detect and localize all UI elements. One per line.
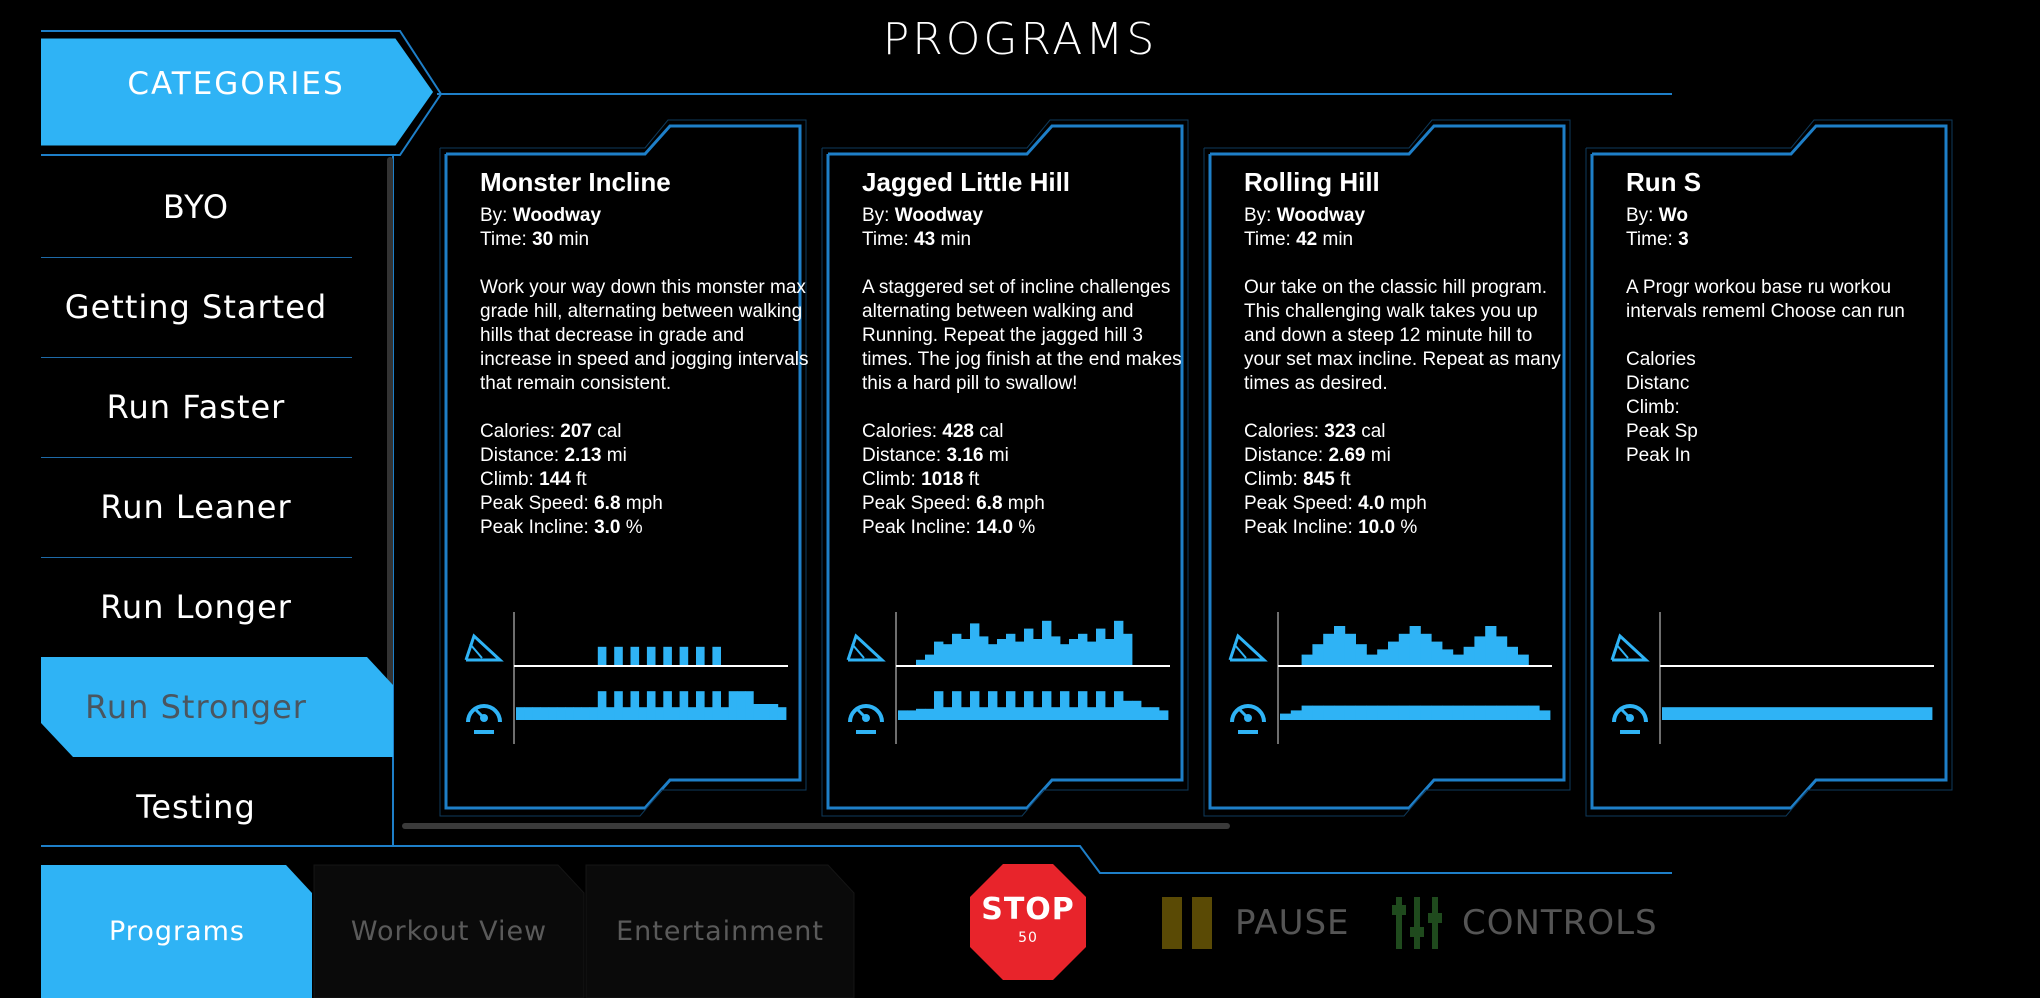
stat-label: Peak Incline: bbox=[1244, 517, 1359, 538]
time-label: Time: bbox=[480, 229, 533, 250]
stat-label: Climb: bbox=[862, 469, 922, 490]
author: Woodway bbox=[894, 205, 984, 226]
by-label: By: bbox=[480, 205, 513, 226]
by-label: By: bbox=[1244, 205, 1277, 226]
stop-button[interactable] bbox=[968, 862, 1088, 982]
category-run-stronger[interactable]: Run Stronger bbox=[85, 688, 307, 726]
stop-sub-label: 50 bbox=[1018, 930, 1038, 946]
stat-value: 845 bbox=[1303, 469, 1335, 490]
category-run-faster[interactable]: Run Faster bbox=[106, 388, 286, 426]
stat-value: 2.69 bbox=[1328, 445, 1366, 466]
page-title: PROGRAMS bbox=[882, 14, 1158, 65]
tab-workout-view[interactable]: Workout View bbox=[350, 916, 548, 947]
by-label: By: bbox=[1626, 205, 1659, 226]
time-unit: min bbox=[935, 229, 972, 250]
stat-value: 14.0 bbox=[976, 517, 1014, 538]
stat-unit: mph bbox=[620, 493, 663, 514]
time-label: Time: bbox=[1626, 229, 1679, 250]
stat-unit: ft bbox=[1334, 469, 1351, 490]
stat-value: 6.8 bbox=[976, 493, 1003, 514]
stat-value: 3.16 bbox=[946, 445, 984, 466]
author: Woodway bbox=[512, 205, 602, 226]
stat-label: Peak Incline: bbox=[480, 517, 595, 538]
stat-unit: ft bbox=[570, 469, 587, 490]
tab-entertainment[interactable]: Entertainment bbox=[616, 916, 824, 947]
stat-value: 144 bbox=[539, 469, 571, 490]
stat-label: Distance: bbox=[1244, 445, 1329, 466]
duration: 30 bbox=[532, 229, 554, 250]
stat-value: 323 bbox=[1324, 421, 1356, 442]
duration: 42 bbox=[1296, 229, 1318, 250]
stat-unit: % bbox=[1013, 517, 1036, 538]
pause-label: PAUSE bbox=[1235, 903, 1350, 943]
category-getting-started[interactable]: Getting Started bbox=[64, 288, 328, 326]
stop-label: STOP bbox=[981, 892, 1075, 927]
stat-unit: mi bbox=[601, 445, 627, 466]
controls-label: CONTROLS bbox=[1462, 903, 1658, 943]
stat-unit: cal bbox=[973, 421, 1004, 442]
card-description: Work your way down this monster max grade hill, alternating between walking hills that decrease in grade and increase in speed and jogging intervals that remain consistent. bbox=[480, 277, 809, 394]
duration: 3 bbox=[1678, 229, 1689, 250]
stat-label: Climb: bbox=[480, 469, 540, 490]
stat-label: Peak In bbox=[1626, 445, 1691, 466]
stat-label: Peak Speed: bbox=[1244, 493, 1359, 514]
stat-value: 6.8 bbox=[594, 493, 621, 514]
stat-label: Distance: bbox=[480, 445, 565, 466]
time-unit: min bbox=[1317, 229, 1354, 250]
stat-label: Calories: bbox=[480, 421, 561, 442]
stat-value: 2.13 bbox=[564, 445, 602, 466]
card-title: Monster Incline bbox=[480, 167, 671, 197]
time-unit: min bbox=[553, 229, 590, 250]
pause-icon bbox=[1160, 893, 1220, 953]
stat-unit: mi bbox=[983, 445, 1009, 466]
card-title: Rolling Hill bbox=[1244, 167, 1380, 197]
duration: 43 bbox=[914, 229, 936, 250]
stat-unit: cal bbox=[591, 421, 622, 442]
categories-header: CATEGORIES bbox=[127, 66, 345, 102]
sliders-icon bbox=[1390, 893, 1450, 953]
card-description: A Progr workou base ru workou intervals rememl Choose can run bbox=[1626, 277, 1905, 322]
stat-label: Distance: bbox=[862, 445, 947, 466]
category-run-leaner[interactable]: Run Leaner bbox=[100, 488, 292, 526]
stat-label: Calories: bbox=[862, 421, 943, 442]
card-title: Jagged Little Hill bbox=[862, 167, 1071, 197]
tab-programs[interactable]: Programs bbox=[109, 916, 245, 947]
stat-value: 10.0 bbox=[1358, 517, 1396, 538]
stat-value: 207 bbox=[560, 421, 592, 442]
time-label: Time: bbox=[1244, 229, 1297, 250]
stat-unit: % bbox=[1395, 517, 1418, 538]
stat-unit: mph bbox=[1002, 493, 1045, 514]
author: Woodway bbox=[1276, 205, 1366, 226]
stat-unit: cal bbox=[1355, 421, 1386, 442]
stat-unit: % bbox=[620, 517, 643, 538]
stat-unit: mph bbox=[1384, 493, 1427, 514]
stat-unit: ft bbox=[963, 469, 980, 490]
by-label: By: bbox=[862, 205, 895, 226]
stat-label: Calories: bbox=[1244, 421, 1325, 442]
author: Wo bbox=[1658, 205, 1688, 226]
stat-label: Climb: bbox=[1626, 397, 1680, 418]
stat-unit: mi bbox=[1365, 445, 1391, 466]
stat-label: Peak Incline: bbox=[862, 517, 977, 538]
card-description: A staggered set of incline challenges alternating between walking and Running. Repeat the jagged hill 3 times. The jog finish at the end makes this a hard pill to swallow! bbox=[862, 277, 1182, 394]
stat-label: Peak Speed: bbox=[480, 493, 595, 514]
stat-label: Climb: bbox=[1244, 469, 1304, 490]
category-run-longer[interactable]: Run Longer bbox=[100, 588, 292, 626]
controls-button[interactable] bbox=[1390, 893, 1658, 953]
card-title: Run S bbox=[1626, 167, 1702, 197]
category-testing[interactable]: Testing bbox=[136, 788, 256, 826]
stat-value: 428 bbox=[942, 421, 974, 442]
stat-value: 4.0 bbox=[1358, 493, 1385, 514]
stat-value: 3.0 bbox=[594, 517, 621, 538]
stat-value: 1018 bbox=[921, 469, 964, 490]
stat-label: Peak Sp bbox=[1626, 421, 1698, 442]
time-label: Time: bbox=[862, 229, 915, 250]
pause-button[interactable] bbox=[1160, 893, 1350, 953]
stat-label: Calories bbox=[1626, 349, 1696, 370]
stat-label: Distanc bbox=[1626, 373, 1690, 394]
card-description: Our take on the classic hill program. This challenging walk takes you up and down a steep 12 minute hill to your set max incline. Repeat as many times as desired. bbox=[1244, 277, 1561, 394]
stat-label: Peak Speed: bbox=[862, 493, 977, 514]
category-byo[interactable]: BYO bbox=[162, 188, 230, 226]
